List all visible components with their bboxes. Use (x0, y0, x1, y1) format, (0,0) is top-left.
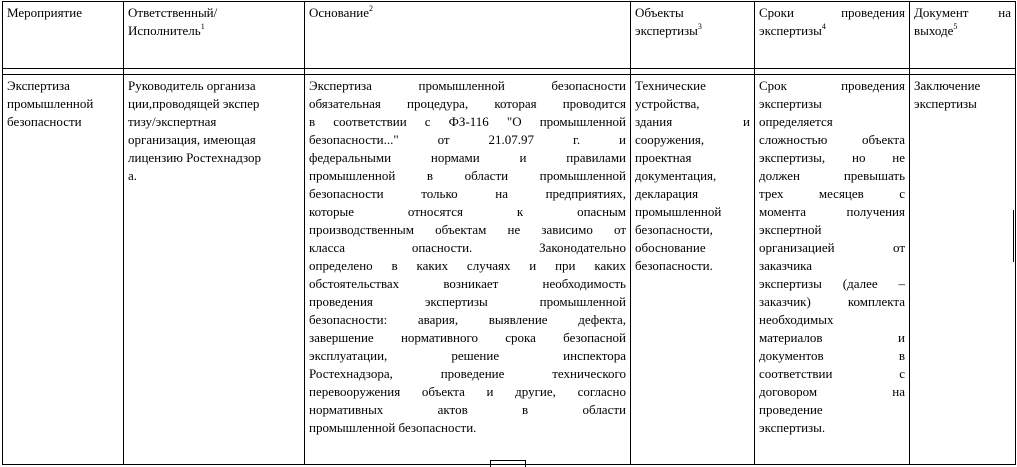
cell-responsible (124, 75, 305, 465)
terms-line: материалов и (759, 330, 905, 345)
terms-line: документов в (759, 348, 905, 363)
terms-line: Срок проведения (759, 78, 905, 93)
header-cell-event: Мероприятие (3, 2, 124, 69)
objects-line: проектная (635, 150, 692, 165)
event-line: Экспертиза (7, 78, 70, 93)
objects-line: обоснование (635, 240, 706, 255)
terms-line: экспертизы. (759, 420, 826, 435)
terms-line: организацией от (759, 240, 905, 255)
basis-line: эксплуатации, решение инспектора (309, 348, 626, 363)
terms-line: соответствии с (759, 366, 905, 381)
basis-line: класса опасности. Законодательно (309, 240, 626, 255)
basis-line: определено в каких случаях и при каких (309, 258, 626, 273)
basis-line: промышленной в области промышленной (309, 168, 626, 183)
cell-objects (631, 75, 755, 465)
terms-line: экспертизы (далее – (759, 276, 905, 291)
cell-terms (755, 75, 910, 465)
event-line: безопасности (7, 114, 82, 129)
table-row (3, 75, 1016, 465)
terms-line: сложностью объекта (759, 132, 905, 147)
basis-line: безопасности только на предприятиях, (309, 186, 626, 201)
cell-event (3, 75, 124, 465)
objects-line: безопасности. (635, 258, 713, 273)
responsible-line: лицензию Ростехнадзор (128, 150, 262, 165)
cell-output (910, 75, 1016, 465)
basis-line: завершение нормативного срока безопасной (309, 330, 626, 345)
basis-line: нормативных актов в области (309, 402, 626, 417)
terms-line: проведение (759, 402, 823, 417)
basis-line: в соответствии с ФЗ-116 "О промышленной (309, 114, 626, 129)
footnote-4: 4 (821, 22, 826, 31)
output-line: Заключение (914, 78, 981, 93)
basis-line: федеральными нормами и правилами (309, 150, 626, 165)
responsible-line: ции,проводящей экспер (128, 96, 260, 111)
responsible-line: а. (128, 168, 138, 183)
basis-line: безопасности..." от 21.07.97 г. и (309, 132, 626, 147)
header-cell-objects: Объекты экспертизы$^3$ (631, 2, 755, 69)
page-edge-mark (1013, 210, 1017, 262)
header-cell-terms: Сроки проведения экспертизы$^4$ (755, 2, 910, 69)
footnote-3: 3 (697, 22, 702, 31)
basis-line: промышленной безопасности. (309, 420, 477, 435)
objects-line: документация, (635, 168, 717, 183)
objects-line: декларация (635, 186, 699, 201)
terms-line: должен превышать (759, 168, 905, 183)
objects-line: безопасности, (635, 222, 713, 237)
event-line: промышленной (7, 96, 94, 111)
basis-line: Ростехнадзора, проведение технического (309, 366, 626, 381)
terms-line: заказчик) комплекта (759, 294, 905, 309)
objects-line: устройства, (635, 96, 700, 111)
responsible-line: организация, имеющая (128, 132, 256, 147)
terms-line: заказчика (759, 258, 813, 273)
basis-line: Экспертиза промышленной безопасности (309, 78, 626, 93)
objects-line: промышленной (635, 204, 722, 219)
cell-basis (305, 75, 631, 465)
basis-line: перевооружения объекта и другие, согласно (309, 384, 626, 399)
footnote-1: 1 (200, 22, 205, 31)
output-line: экспертизы (914, 96, 977, 111)
footnote-5: 5 (953, 22, 958, 31)
basis-line: производственным объектам не зависимо от (309, 222, 626, 237)
terms-line: экспертизы (759, 96, 822, 111)
basis-line: безопасности: авария, выявление дефекта, (309, 312, 626, 327)
header-cell-responsible: Ответственный/ Исполнитель$^1$ (124, 2, 305, 69)
header-cell-basis: Основание$^2$ (305, 2, 631, 69)
terms-line: экспертизы, но не (759, 150, 905, 165)
basis-line: обстоятельствах возникает необходимость (309, 276, 626, 291)
responsible-line: Руководитель организа (128, 78, 256, 93)
footnote-2: 2 (369, 4, 374, 13)
terms-line: трех месяцев с (759, 186, 905, 201)
responsible-line: тизу/экспертная (128, 114, 217, 129)
basis-line: которые относятся к опасным (309, 204, 626, 219)
table-header-row (3, 2, 1016, 69)
objects-line: Технические (635, 78, 706, 93)
terms-line: момента получения (759, 204, 905, 219)
terms-line: необходимых (759, 312, 834, 327)
header-cell-output: Документ на выходе$^5$ (910, 2, 1016, 69)
basis-line: обязательная процедура, которая проводится (309, 96, 626, 111)
basis-line: проведения экспертизы промышленной (309, 294, 626, 309)
objects-line: здания и (635, 114, 750, 129)
terms-line: определяется (759, 114, 833, 129)
terms-line: экспертной (759, 222, 822, 237)
objects-line: сооружения, (635, 132, 705, 147)
terms-line: договором на (759, 384, 905, 399)
expertise-table (2, 1, 1016, 465)
